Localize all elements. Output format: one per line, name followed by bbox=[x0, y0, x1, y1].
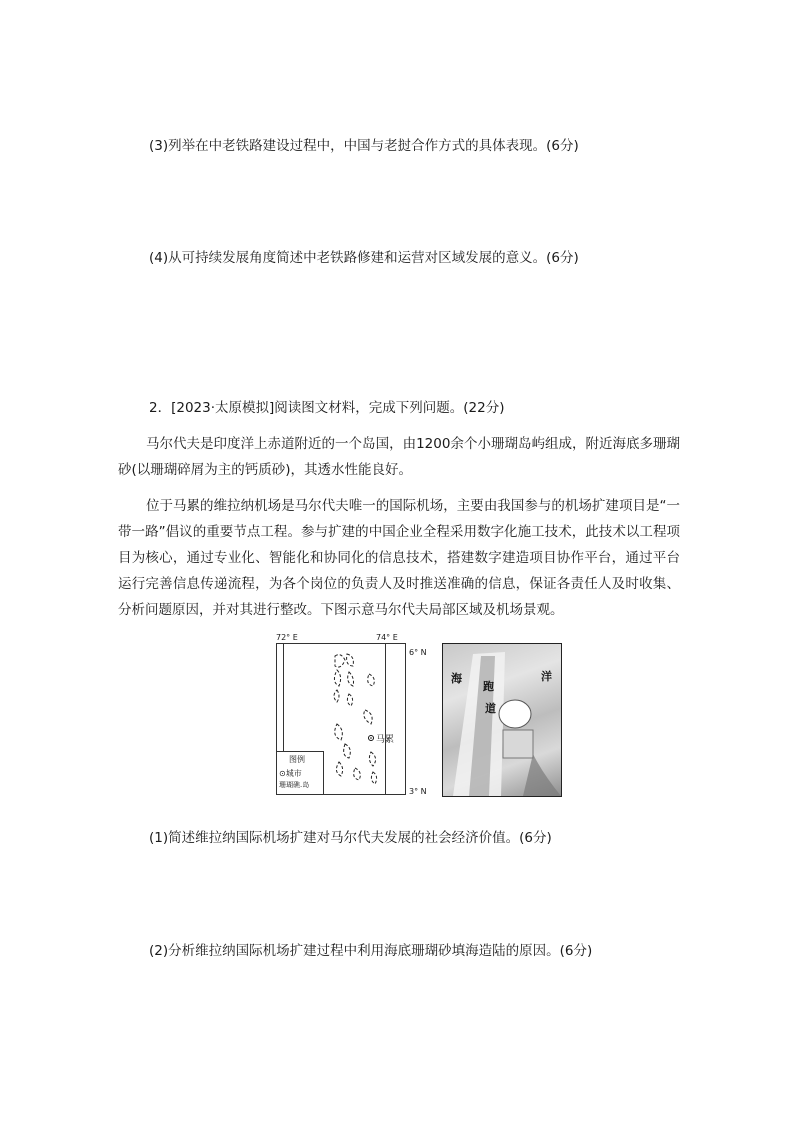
airport-photo bbox=[442, 643, 562, 797]
problem-2-header: 2．[2023·太原模拟]阅读图文材料，完成下列问题。(22分) bbox=[149, 400, 505, 416]
photo-label-ocean: 洋 bbox=[541, 670, 552, 683]
photo-label-sea: 海 bbox=[451, 672, 462, 685]
lon-74-label: 74° E bbox=[376, 633, 398, 642]
question-2-1: (1)简述维拉纳国际机场扩建对马尔代夫发展的社会经济价值。(6分) bbox=[149, 830, 552, 846]
legend-atoll: 珊瑚礁.岛 bbox=[279, 781, 310, 789]
question-2-2: (2)分析维拉纳国际机场扩建过程中利用海底珊瑚砂填海造陆的原因。(6分) bbox=[149, 943, 593, 959]
legend-city: ⊙城市 bbox=[279, 769, 302, 778]
question-3: (3)列举在中老铁路建设过程中，中国与老挝合作方式的具体表现。(6分) bbox=[149, 138, 579, 154]
map-legend bbox=[277, 751, 324, 794]
paragraph-1: 马尔代夫是印度洋上赤道附近的一个岛国，由1200余个小珊瑚岛屿组成，附近海底多珊瑚砂(以珊瑚碎屑为主的钙质砂)，其透水性能良好。 bbox=[118, 436, 680, 478]
lat-3-label: 3° N bbox=[409, 787, 427, 796]
photo-label-way: 道 bbox=[485, 702, 496, 715]
paragraph-2: 位于马累的维拉纳机场是马尔代夫唯一的国际机场，主要由我国参与的机场扩建项目是“一带一路”倡议的重要节点工程。参与扩建的中国企业全程采用数字化施工技术，此技术以工程项目为核心，通过专业化、智能化和协同化的信息技术，搭建数字建造项目协作平台，通过平台运行完善信息传递流程，为各个岗位的负责人及时推送准确的信息，保证各责任人及时收集、分析问题原因，并对其进行整改。下图示意马尔代夫局部区域及机场景观。 bbox=[118, 498, 680, 618]
photo-label-run: 跑 bbox=[483, 680, 494, 693]
map-panel bbox=[276, 643, 406, 795]
legend-title: 图例 bbox=[289, 755, 305, 764]
figure bbox=[276, 633, 562, 801]
question-4: (4)从可持续发展角度简述中老铁路修建和运营对区域发展的意义。(6分) bbox=[149, 250, 579, 266]
lat-6-label: 6° N bbox=[409, 648, 427, 657]
lon-72-label: 72° E bbox=[276, 633, 298, 642]
city-label: 马累 bbox=[376, 735, 395, 745]
